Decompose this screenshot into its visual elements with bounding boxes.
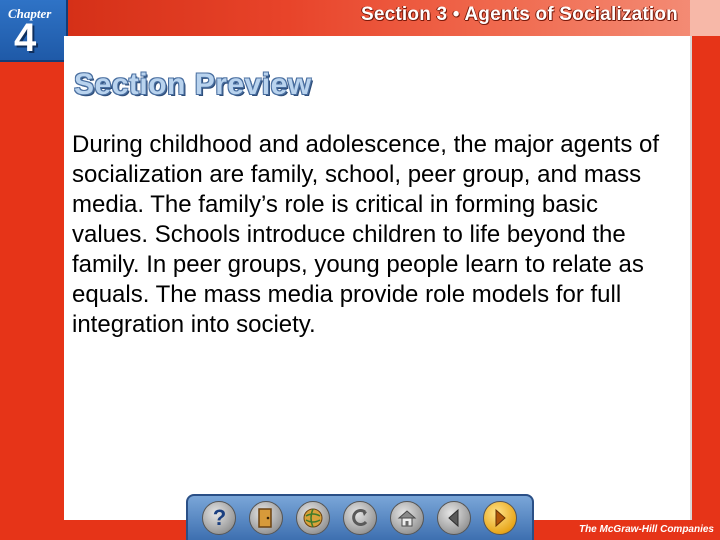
back-return-icon	[349, 507, 371, 529]
section-preview-heading: Section Preview	[74, 68, 312, 101]
home-icon	[396, 507, 418, 529]
chapter-tab	[0, 0, 68, 62]
return-button[interactable]	[343, 501, 377, 535]
next-icon	[490, 507, 510, 529]
publisher-brand: The McGraw-Hill Companies	[578, 524, 714, 535]
next-button[interactable]	[483, 501, 517, 535]
resources-button[interactable]	[296, 501, 330, 535]
exit-button[interactable]	[249, 501, 283, 535]
chapter-label: Chapter	[8, 6, 52, 21]
home-button[interactable]	[390, 501, 424, 535]
previous-button[interactable]	[437, 501, 471, 535]
section-title: Section 3 • Agents of Socialization	[361, 4, 678, 25]
section-header-bar	[0, 0, 720, 36]
resources-globe-icon	[302, 507, 324, 529]
exit-door-icon	[256, 507, 276, 529]
help-icon: ?	[212, 505, 227, 530]
help-button[interactable]	[202, 501, 236, 535]
previous-icon	[444, 507, 464, 529]
section-preview-body: During childhood and adolescence, the major agents of socialization are family, school, peer group, and mass media. The family’s role is critical in forming basic values. Schools introduce children to life beyond the family. In peer groups, young people learn to relate as equals. The mass media provide role models for full integration into society.	[72, 131, 660, 338]
navigation-bar	[186, 494, 534, 540]
chapter-number: 4	[14, 16, 37, 60]
